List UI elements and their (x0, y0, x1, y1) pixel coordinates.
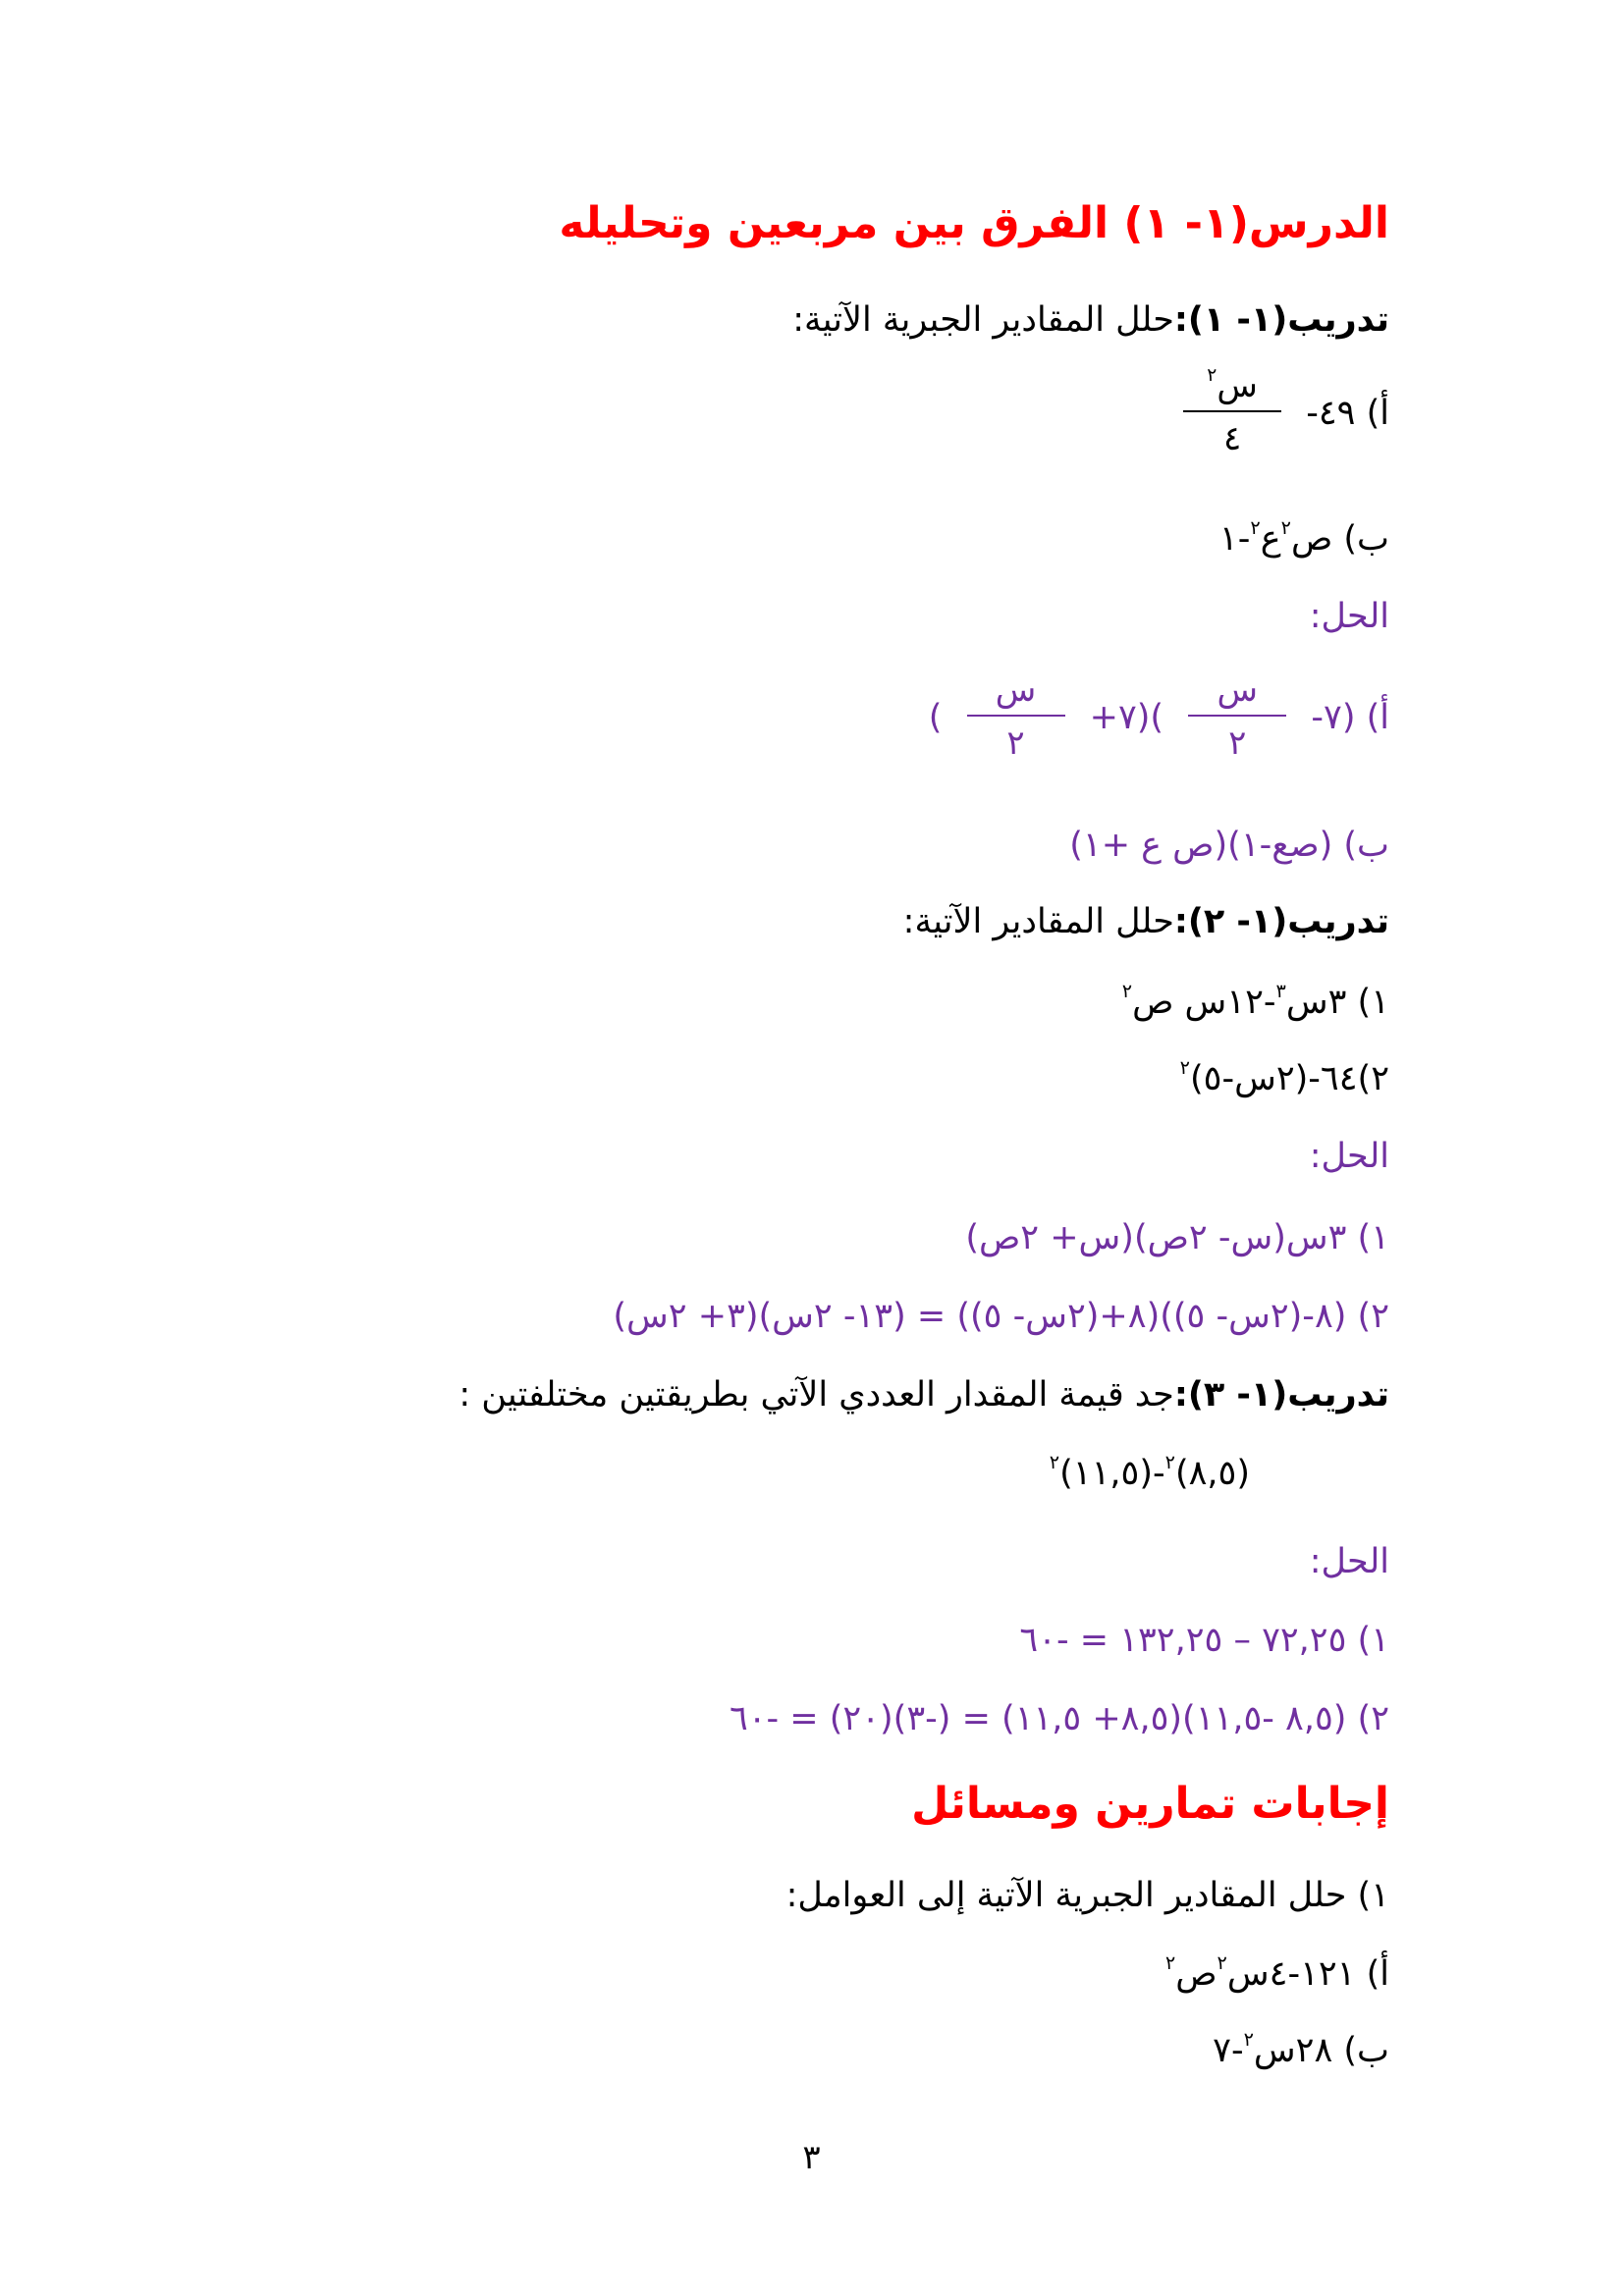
exponent: ٢ (1121, 979, 1133, 1002)
fraction-denominator: ٢ (1228, 722, 1247, 763)
drill-3-solution-label: الحل: (1309, 1542, 1389, 1581)
drill-3-solution-1: ١) ٧٢,٢٥ – ١٣٢,٢٥ = -٦٠ (1019, 1621, 1389, 1660)
solution-a-end: ) (928, 697, 943, 737)
drill-2-solution-label: الحل: (1309, 1137, 1389, 1176)
drill-3-solution-2: ٢) (٨,٥ -١١,٥)(٨,٥+ ١١,٥) = (-٣)(٢٠) = -٦٠ (729, 1699, 1389, 1738)
drill-1-solution-a (929, 667, 1389, 770)
question-b-prefix: ب) ص (1290, 519, 1389, 559)
fraction-numerator: س (1217, 670, 1258, 710)
drill-2-label: تدريب(١- ٢): (1173, 902, 1389, 941)
exercise-question-1b (1213, 2027, 1389, 2073)
drill-2-question-1 (1121, 979, 1389, 1025)
drill-3-label: تدريب(١- ٣): (1173, 1375, 1389, 1415)
fraction (1188, 667, 1286, 770)
exercise-question-1: ١) حلل المقادير الجبرية الآتية إلى العوامل: (785, 1876, 1389, 1915)
expression-part: (٨,٥) (1174, 1454, 1250, 1493)
question-b-term: ع (1260, 519, 1281, 559)
expression-part: -(١١,٥) (1059, 1454, 1165, 1493)
drill-3-text: جد قيمة المقدار العددي الآتي بطريقتين مختلفتين : (459, 1375, 1174, 1415)
exponent: ٢ (1164, 1450, 1175, 1473)
exponent: ٢ (1207, 365, 1217, 387)
solution-a-middle: )(٧+ (1089, 697, 1164, 737)
exponent: ٢ (1280, 515, 1291, 539)
exercise-question-1a (1164, 1950, 1389, 1997)
drill-1-text: حلل المقادير الجبرية الآتية: (792, 300, 1174, 340)
question-b-end: -١ (1218, 519, 1251, 559)
drill-1-label: تدريب(١- ١): (1173, 300, 1389, 340)
question-a-constant: ٤٩- (1306, 393, 1356, 433)
drill-1-solution-label: الحل: (1309, 597, 1389, 636)
drill-1-question-b (1218, 515, 1389, 561)
question-1-part: ١) ٣س (1285, 983, 1389, 1022)
drill-3-expression (1049, 1450, 1250, 1496)
exercises-title: إجابات تمارين ومسائل (911, 1779, 1389, 1829)
question-2-part: ٢)٦٤-(٢س-٥) (1189, 1059, 1389, 1098)
exponent: ٢ (1179, 1055, 1190, 1079)
question-1-part: -١٢س ص (1132, 983, 1276, 1022)
drill-1-solution-b: ب) (صع-١)(ص ع +١) (1069, 826, 1389, 865)
drill-1-question-a (1169, 363, 1389, 465)
exponent: ٢ (1243, 2027, 1254, 2051)
lesson-title: الدرس(١- ١) الفرق بين مربعين وتحليله (559, 198, 1389, 248)
fraction-denominator: ٤ (1222, 418, 1242, 458)
fraction (967, 667, 1065, 770)
drill-2-solution-1: ١) ٣س(س- ٢ص)(س+ ٢ص) (965, 1218, 1389, 1257)
drill-1-heading (792, 299, 1389, 343)
exponent: ٢ (1164, 1950, 1176, 1974)
drill-2-heading (903, 901, 1389, 944)
exercise-part: ب) ٢٨س (1253, 2031, 1389, 2070)
solution-a-start: أ) (٧- (1311, 697, 1389, 737)
fraction-numerator: س (995, 670, 1037, 710)
exercise-part: أ) ١٢١-٤س (1226, 1954, 1389, 1994)
question-a-prefix: أ) (1366, 393, 1389, 433)
drill-2-question-2 (1179, 1055, 1389, 1101)
fraction-denominator: ٢ (1006, 722, 1025, 763)
exercise-part: -٧ (1213, 2031, 1244, 2070)
page-number: ٣ (802, 2138, 821, 2177)
fraction (1183, 363, 1281, 465)
drill-2-solution-2: ٢) (٨-(٢س- ٥))(٨+(٢س- ٥)) = (١٣- ٢س)(٣+ ٢س) (613, 1297, 1389, 1336)
exercise-part: ص (1175, 1954, 1217, 1994)
fraction-numerator: س$^٢$ (1207, 365, 1258, 405)
exponent: ٣ (1275, 979, 1286, 1002)
drill-3-heading (459, 1374, 1389, 1417)
exponent: ٢ (1250, 515, 1261, 539)
exponent: ٢ (1049, 1450, 1060, 1473)
drill-2-text: حلل المقادير الآتية: (902, 902, 1174, 941)
exponent: ٢ (1217, 1950, 1227, 1974)
